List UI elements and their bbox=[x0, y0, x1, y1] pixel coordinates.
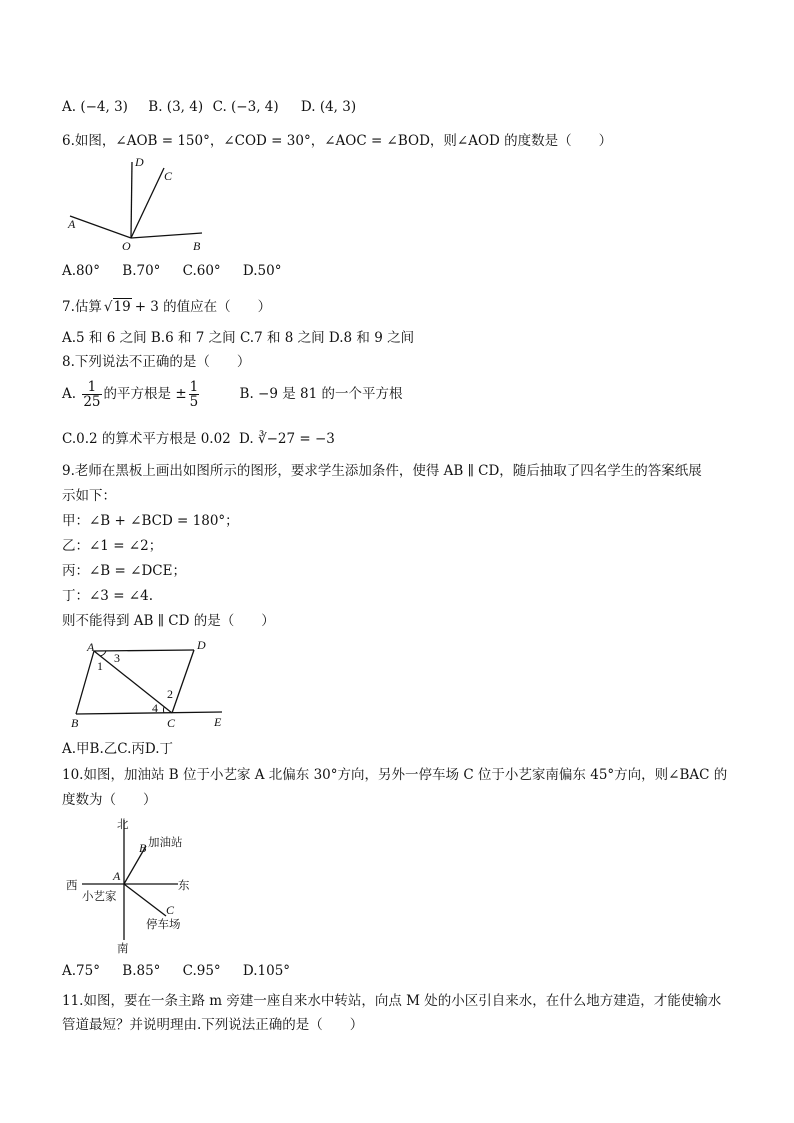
sqrt-sign-icon: √ bbox=[103, 299, 113, 315]
q9-answer-bing: 丙：∠B = ∠DCE； bbox=[62, 563, 186, 579]
q9-label-a: A bbox=[87, 640, 95, 654]
q6-option-b: B.70° bbox=[122, 263, 161, 279]
q9-angle-label-2: 2 bbox=[167, 687, 173, 701]
q6-stem: 6.如图，∠AOB = 150°，∠COD = 30°，∠AOC = ∠BOD，则∠AOD 的度数是（ ） bbox=[62, 133, 613, 149]
q10-label-north: 北 bbox=[117, 817, 129, 831]
q5-option-c: C. (−3, 4) bbox=[212, 99, 279, 115]
q8-option-d: D. ∛−27 = −3 bbox=[239, 431, 335, 447]
q6-label-a: A bbox=[68, 217, 76, 231]
q10-label-parking: 停车场 bbox=[146, 917, 181, 931]
q8-option-a-middle: 的平方根是 ± bbox=[103, 386, 187, 402]
q6-label-c: C bbox=[164, 169, 173, 183]
q10-compass-figure bbox=[60, 812, 240, 960]
q8-fraction-1-5 bbox=[189, 380, 200, 409]
q7-radicand: 19 bbox=[113, 299, 131, 315]
q9-stem-line2: 示如下： bbox=[62, 488, 116, 504]
q8-option-b: B. −9 是 81 的一个平方根 bbox=[239, 386, 403, 402]
q8-frac1-denominator: 25 bbox=[83, 394, 101, 410]
q9-answer-ding: 丁：∠3 = ∠4. bbox=[62, 588, 153, 604]
q9-angle-label-1: 1 bbox=[97, 659, 103, 673]
q10-options bbox=[62, 962, 290, 980]
q8-frac1-numerator: 1 bbox=[82, 380, 101, 395]
q10-stem-line1: 10.如图，加油站 B 位于小艺家 A 北偏东 30°方向，另外一停车场 C 位于小艺家南偏东 45°方向，则∠BAC 的 bbox=[62, 767, 728, 783]
q11-stem-line2: 管道最短？并说明理由.下列说法正确的是（ ） bbox=[62, 1017, 364, 1033]
q10-label-east: 东 bbox=[178, 878, 190, 892]
q10-option-a: A.75° bbox=[62, 963, 100, 979]
q8-options-cd bbox=[62, 430, 335, 448]
q6-label-d: D bbox=[135, 155, 144, 169]
q11-stem-line1: 11.如图，要在一条主路 m 旁建一座自来水中转站，向点 M 处的小区引自来水，在什么地方建造，才能使输水 bbox=[62, 993, 722, 1009]
q9-angle-label-3: 3 bbox=[114, 651, 120, 665]
q10-option-d: D.105° bbox=[242, 963, 291, 979]
q10-label-b: B bbox=[139, 841, 147, 855]
q9-options: A.甲B.乙C.丙D.丁 bbox=[62, 741, 174, 757]
q10-label-gas-station: 加油站 bbox=[148, 835, 183, 849]
q6-angle-figure bbox=[60, 150, 220, 258]
q6-label-o: O bbox=[122, 239, 131, 253]
q9-answer-yi: 乙：∠1 = ∠2； bbox=[62, 538, 163, 554]
q10-option-c: C.95° bbox=[182, 963, 221, 979]
q6-label-b: B bbox=[193, 239, 201, 253]
q8-frac2-numerator: 1 bbox=[189, 379, 199, 395]
q10-label-south: 南 bbox=[117, 941, 129, 955]
q8-stem: 8.下列说法不正确的是（ ） bbox=[62, 354, 251, 370]
q5-option-a: A. (−4, 3) bbox=[62, 99, 128, 115]
q8-frac2-denominator: 5 bbox=[189, 394, 199, 410]
q6-option-a: A.80° bbox=[62, 263, 100, 279]
q6-options bbox=[62, 262, 281, 280]
q9-question: 则不能得到 AB ∥ CD 的是（ ） bbox=[62, 613, 275, 629]
q6-option-c: C.60° bbox=[182, 263, 221, 279]
q7-stem-post: + 3 的值应在（ ） bbox=[134, 299, 272, 315]
q9-label-d: D bbox=[197, 638, 206, 652]
q5-option-d: D. (4, 3) bbox=[300, 99, 357, 115]
q10-label-a: A bbox=[113, 869, 121, 883]
q9-label-b: B bbox=[71, 716, 79, 730]
q7-options: A.5 和 6 之间 B.6 和 7 之间 C.7 和 8 之间 D.8 和 9 之间 bbox=[62, 330, 415, 346]
q9-parallelogram-figure bbox=[60, 634, 240, 734]
q7-stem bbox=[62, 298, 271, 316]
q8-option-c: C.0.2 的算术平方根是 0.02 bbox=[62, 431, 231, 447]
q5-options bbox=[62, 98, 356, 116]
q9-angle-label-4: 4 bbox=[152, 701, 158, 715]
q8-options-ab bbox=[62, 376, 403, 412]
q8-option-a-prefix: A. bbox=[62, 386, 77, 402]
q5-option-b: B. (3, 4) bbox=[148, 99, 204, 115]
q10-option-b: B.85° bbox=[122, 963, 161, 979]
q9-label-c: C bbox=[167, 716, 176, 730]
q10-label-west: 西 bbox=[66, 878, 78, 892]
q7-stem-pre: 7.估算 bbox=[62, 299, 102, 315]
q10-label-home: 小艺家 bbox=[82, 889, 117, 903]
q8-fraction-1-25 bbox=[82, 380, 101, 409]
q9-label-e: E bbox=[214, 715, 222, 729]
q9-stem-line1: 9.老师在黑板上画出如图所示的图形，要求学生添加条件，使得 AB ∥ CD，随后抽取了四名学生的答案纸展 bbox=[62, 463, 702, 479]
q7-sqrt bbox=[104, 298, 132, 316]
q9-answer-jia: 甲：∠B + ∠BCD = 180°； bbox=[62, 513, 239, 529]
q10-label-c: C bbox=[166, 903, 175, 917]
q6-option-d: D.50° bbox=[242, 263, 282, 279]
q10-stem-line2: 度数为（ ） bbox=[62, 792, 157, 808]
